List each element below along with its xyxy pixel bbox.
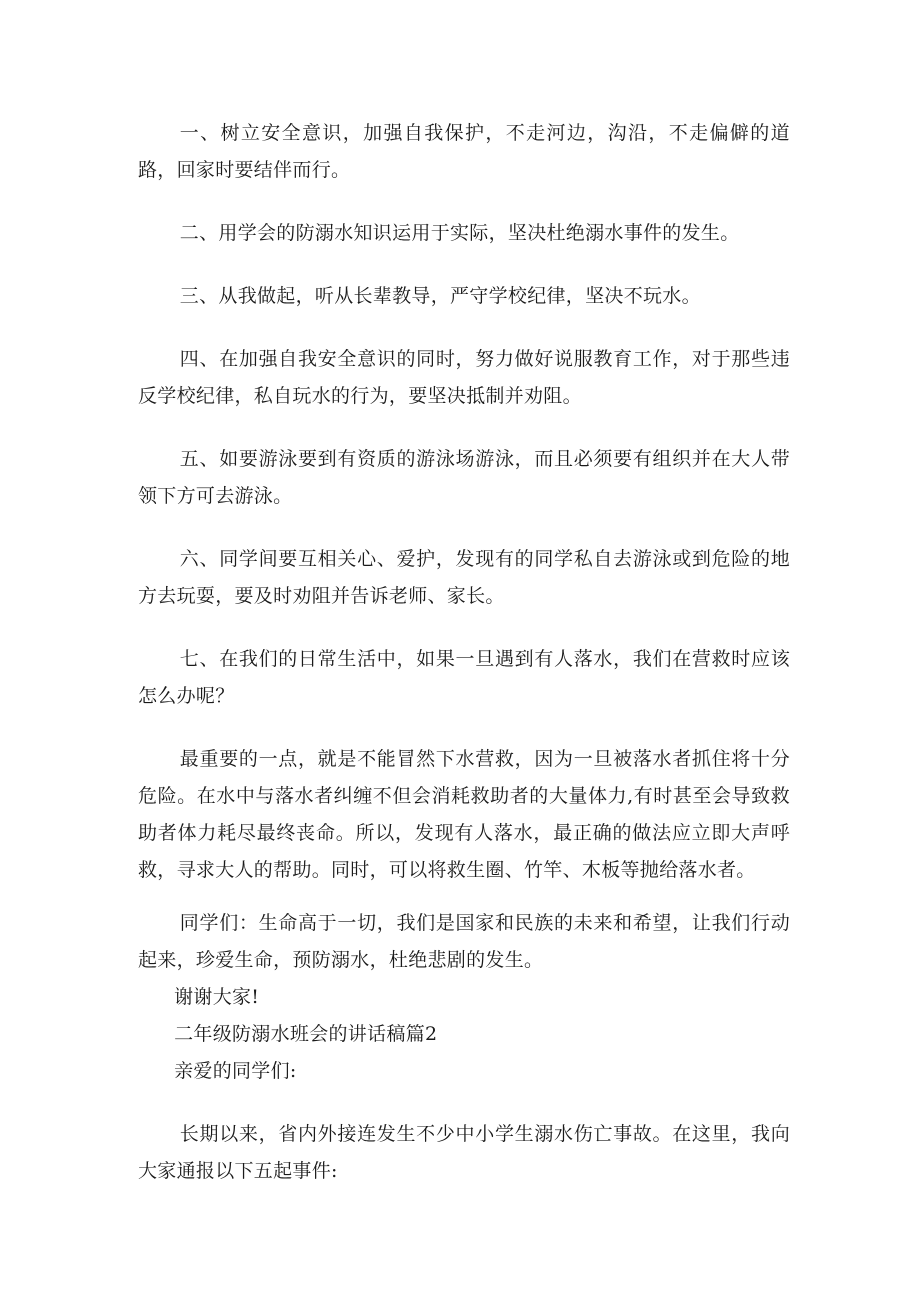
greeting: 亲爱的同学们: bbox=[174, 1060, 297, 1082]
paragraph-item-1: 一、树立安全意识，加强自我保护，不走河边，沟沿，不走偏僻的道路，回家时要结伴而行。 bbox=[138, 122, 790, 181]
paragraph-intro: 长期以来，省内外接连发生不少中小学生溺水伤亡事故。在这里，我向大家通报以下五起事件: bbox=[138, 1123, 790, 1182]
section-title: 二年级防溺水班会的讲话稿篇2 bbox=[174, 1023, 438, 1045]
paragraph-item-2: 二、用学会的防溺水知识运用于实际，坚决杜绝溺水事件的发生。 bbox=[179, 222, 740, 244]
paragraph-call-to-action: 同学们：生命高于一切，我们是国家和民族的未来和希望，让我们行动起来，珍爱生命，预防溺水，杜绝悲剧的发生。 bbox=[138, 912, 790, 971]
paragraph-item-5: 五、如要游泳要到有资质的游泳场游泳，而且必须要有组织并在大人带领下方可去游泳。 bbox=[138, 448, 790, 507]
paragraph-item-7: 七、在我们的日常生活中，如果一旦遇到有人落水，我们在营救时应该怎么办呢？ bbox=[138, 648, 790, 707]
closing-thanks: 谢谢大家! bbox=[174, 986, 260, 1008]
paragraph-item-6: 六、同学间要互相关心、爱护，发现有的同学私自去游泳或到危险的地方去玩耍，要及时劝阻并告诉老师、家长。 bbox=[138, 548, 790, 607]
paragraph-rescue-advice: 最重要的一点，就是不能冒然下水营救，因为一旦被落水者抓住将十分危险。在水中与落水者纠缠不但会消耗救助者的大量体力,有时甚至会导致救助者体力耗尽最终丧命。所以，发现有人落水，最正确的做法应立即大声呼救，寻求大人的帮助。同时，可以将救生圈、竹竿、木板等抛给落水者。 bbox=[138, 748, 790, 881]
paragraph-item-4: 四、在加强自我安全意识的同时，努力做好说服教育工作，对于那些违反学校纪律，私自玩水的行为，要坚决抵制并劝阻。 bbox=[138, 348, 790, 407]
paragraph-item-3: 三、从我做起，听从长辈教导，严守学校纪律，坚决不玩水。 bbox=[179, 285, 701, 307]
document-page bbox=[138, 115, 790, 1190]
